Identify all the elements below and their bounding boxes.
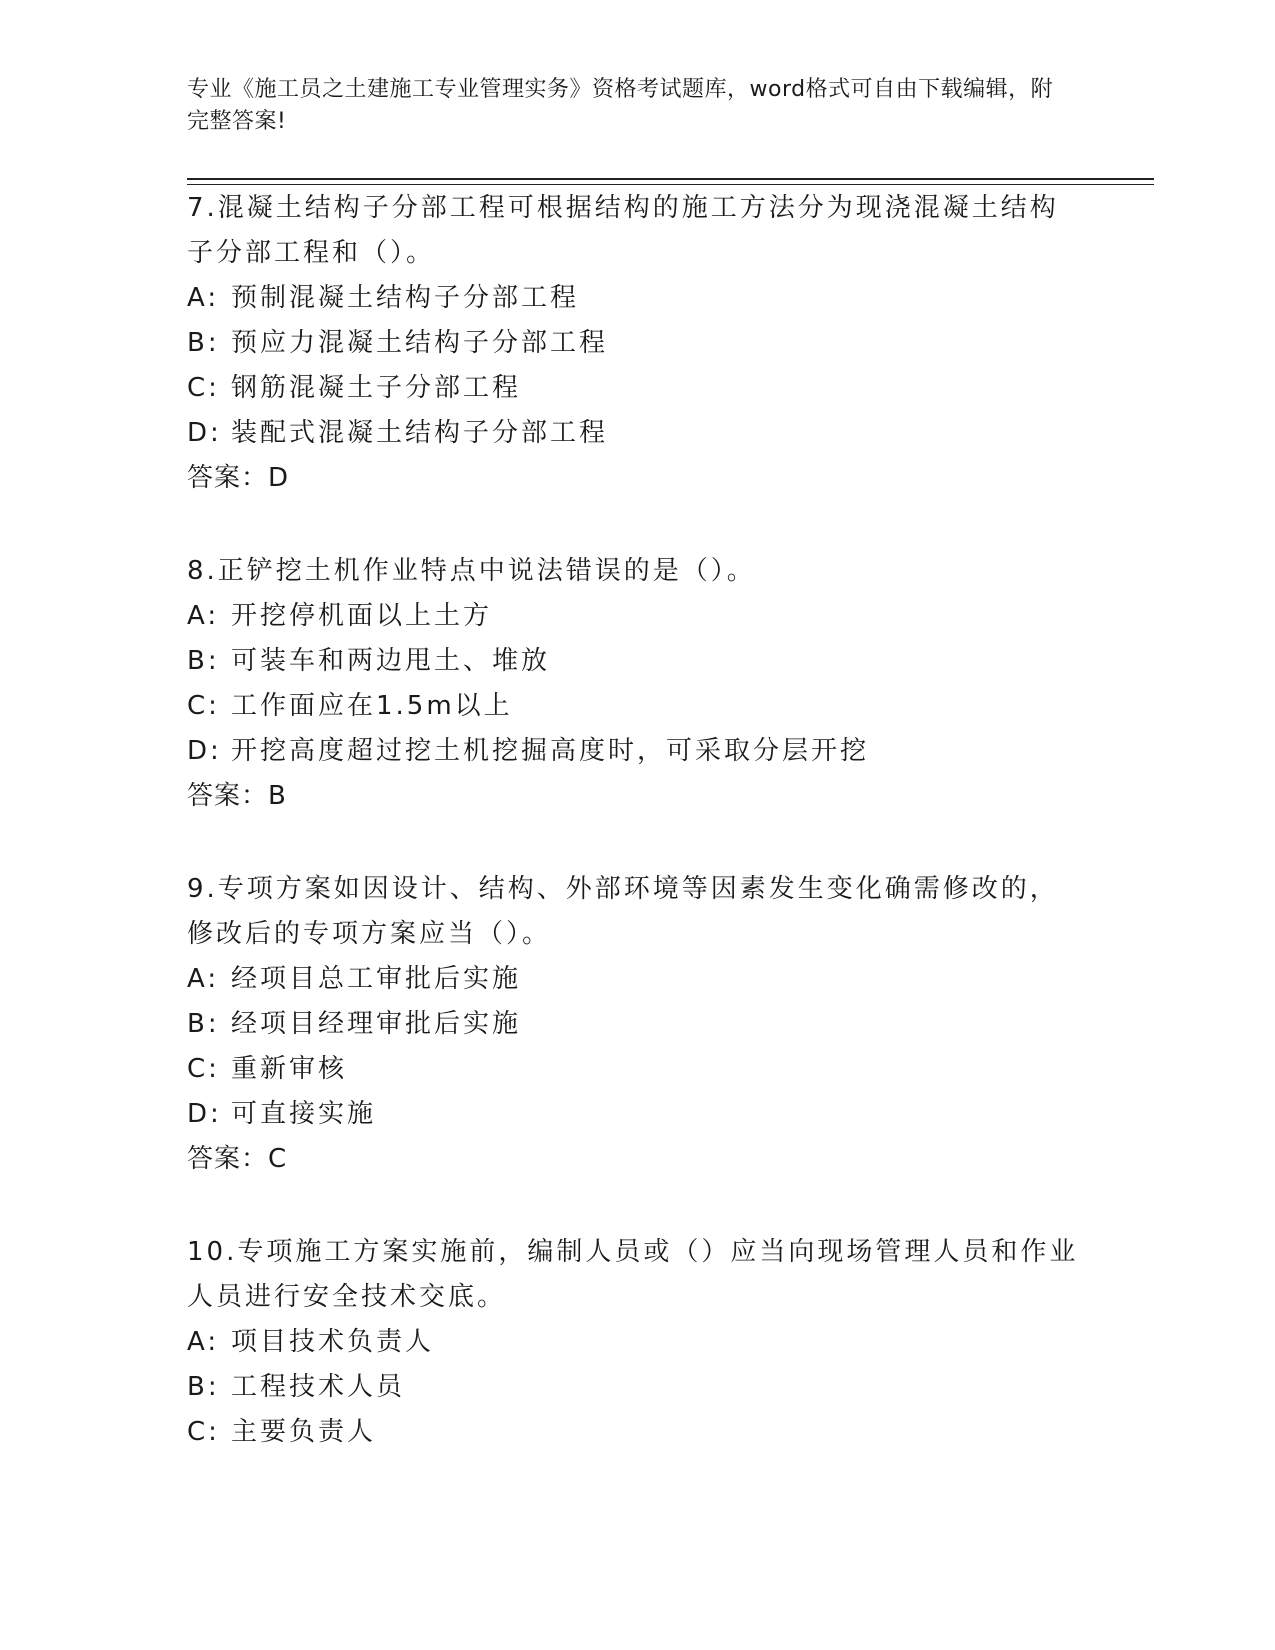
option-key: B: [187, 328, 220, 358]
option-text: 可装车和两边甩土、堆放 [231, 646, 551, 676]
option-b [187, 639, 1087, 684]
option-a [187, 276, 1087, 321]
option-b [187, 321, 1087, 366]
option-text: 项目技术负责人 [231, 1327, 435, 1357]
option-c [187, 1410, 1087, 1455]
option-text: 预应力混凝土结构子分部工程 [231, 328, 609, 358]
option-a [187, 1320, 1087, 1365]
question-stem: 7.混凝土结构子分部工程可根据结构的施工方法分为现浇混凝土结构子分部工程和（）。 [187, 193, 1059, 268]
answer-line: 答案：D [187, 463, 290, 493]
option-a [187, 594, 1087, 639]
header-divider-thin [187, 184, 1154, 185]
question-stem: 10.专项施工方案实施前，编制人员或（）应当向现场管理人员和作业人员进行安全技术交底。 [187, 1237, 1079, 1312]
option-text: 重新审核 [231, 1054, 348, 1084]
option-a [187, 957, 1087, 1002]
option-text: 经项目经理审批后实施 [231, 1009, 522, 1039]
option-d [187, 1092, 1087, 1137]
option-key: A: [187, 283, 220, 313]
question-9 [187, 867, 1087, 1182]
answer-line: 答案：C [187, 1144, 288, 1174]
option-text: 工作面应在1.5m以上 [231, 691, 513, 721]
option-key: D: [187, 1099, 222, 1129]
option-c [187, 684, 1087, 729]
option-text: 装配式混凝土结构子分部工程 [231, 418, 609, 448]
option-key: B: [187, 646, 220, 676]
question-stem: 8.正铲挖土机作业特点中说法错误的是（）。 [187, 556, 756, 586]
option-key: A: [187, 1327, 220, 1357]
option-c [187, 366, 1087, 411]
option-text: 预制混凝土结构子分部工程 [231, 283, 580, 313]
option-b [187, 1002, 1087, 1047]
option-b [187, 1365, 1087, 1410]
option-text: 主要负责人 [231, 1417, 377, 1447]
option-key: A: [187, 964, 220, 994]
option-key: D: [187, 736, 222, 766]
option-key: D: [187, 418, 222, 448]
option-text: 开挖停机面以上土方 [231, 601, 493, 631]
answer-line: 答案：B [187, 781, 287, 811]
question-10 [187, 1230, 1087, 1455]
option-text: 可直接实施 [231, 1099, 377, 1129]
question-stem: 9.专项方案如因设计、结构、外部环境等因素发生变化确需修改的，修改后的专项方案应当（）。 [187, 874, 1059, 949]
option-text: 工程技术人员 [231, 1372, 406, 1402]
header-divider-thick [187, 178, 1154, 180]
option-d [187, 729, 1087, 774]
option-text: 钢筋混凝土子分部工程 [231, 373, 522, 403]
option-key: C: [187, 1417, 220, 1447]
option-key: A: [187, 601, 220, 631]
option-key: C: [187, 691, 220, 721]
option-key: C: [187, 373, 220, 403]
question-7 [187, 186, 1087, 501]
option-c [187, 1047, 1087, 1092]
document-header-text: 专业《施工员之土建施工专业管理实务》资格考试题库，word格式可自由下载编辑，附完整答案! [187, 77, 1054, 134]
option-text: 经项目总工审批后实施 [231, 964, 522, 994]
option-key: B: [187, 1009, 220, 1039]
question-8 [187, 549, 1087, 819]
option-text: 开挖高度超过挖土机挖掘高度时，可采取分层开挖 [231, 736, 870, 766]
option-key: C: [187, 1054, 220, 1084]
question-list [187, 186, 1087, 1503]
option-key: B: [187, 1372, 220, 1402]
option-d [187, 411, 1087, 456]
